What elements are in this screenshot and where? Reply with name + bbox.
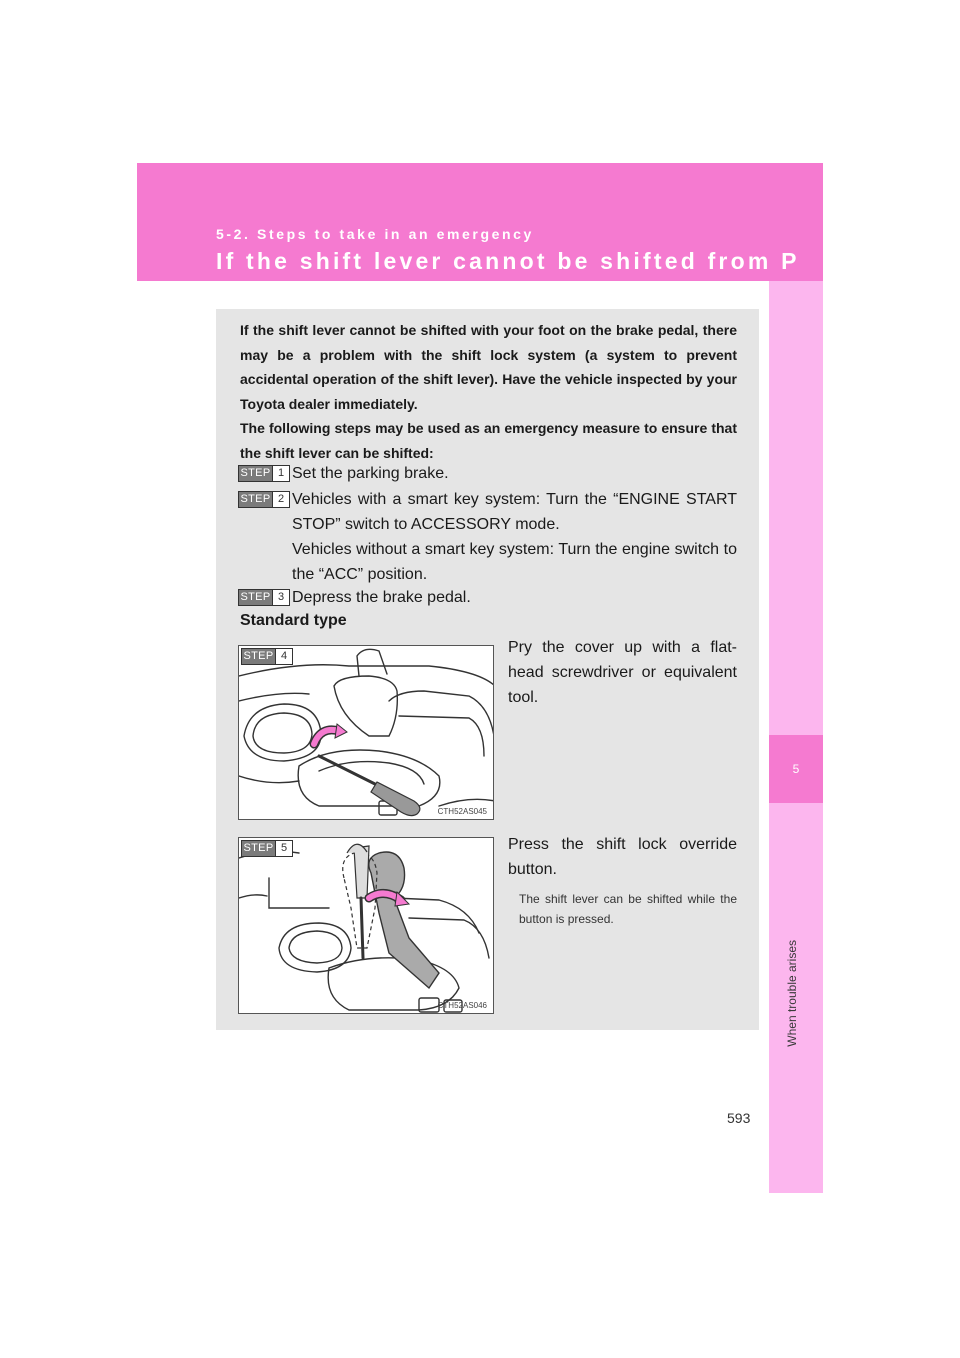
step-number: 5 <box>275 841 292 856</box>
step-word: STEP <box>243 650 274 662</box>
step-text: Depress the brake pedal. <box>292 589 471 606</box>
screwdriver-prying-cover-illustration-icon <box>239 646 494 820</box>
step-word: STEP <box>240 493 271 505</box>
figure-code: CTH52AS046 <box>437 1001 487 1010</box>
step-number: 3 <box>272 590 289 605</box>
step-badge <box>238 465 290 482</box>
step-word: STEP <box>243 842 274 854</box>
step-text: Press the shift lock override button. <box>508 836 737 878</box>
figure-code: CTH52AS045 <box>437 807 487 816</box>
chapter-number[interactable]: 5 <box>769 735 823 803</box>
intro-paragraph: The following steps may be used as an emergency measure to ensure that the shift lever can be shifted: <box>240 420 737 461</box>
step-text: Vehicles with a smart key system: Turn the “ENGINE START STOP” switch to ACCESSORY mode. <box>292 491 737 533</box>
step-text: Set the parking brake. <box>292 465 449 482</box>
step-text: Pry the cover up with a flat-head screwdriver or equivalent tool. <box>508 639 737 706</box>
page-number: 593 <box>727 1110 751 1126</box>
figure-step-4 <box>238 645 494 820</box>
section-label: 5-2. Steps to take in an emergency <box>216 226 534 242</box>
step-badge <box>238 491 290 508</box>
step-badge <box>238 589 290 606</box>
step-word: STEP <box>240 591 271 603</box>
chapter-title[interactable]: When trouble arises <box>785 940 799 1047</box>
step-number: 2 <box>272 492 289 507</box>
page-title: If the shift lever cannot be shifted from P <box>216 248 800 274</box>
subheading: Standard type <box>240 612 347 629</box>
step-text-alt: Vehicles without a smart key system: Turn the engine switch to the “ACC” position. <box>292 541 737 583</box>
step-badge <box>241 648 293 665</box>
screwdriver-pressing-override-illustration-icon <box>239 838 494 1014</box>
step-number: 4 <box>275 649 292 664</box>
step-badge <box>241 840 293 857</box>
intro-paragraph: If the shift lever cannot be shifted with your foot on the brake pedal, there may be a problem with the shift lock system (a system to prevent accidental operation of the shift lever). Have the vehicle inspected by your Toyota dealer immediately. <box>240 322 737 412</box>
step-number: 1 <box>272 466 289 481</box>
intro-text <box>240 318 737 465</box>
step-note: The shift lever can be shifted while the button is pressed. <box>519 892 737 926</box>
figure-step-5 <box>238 837 494 1014</box>
step-word: STEP <box>240 467 271 479</box>
